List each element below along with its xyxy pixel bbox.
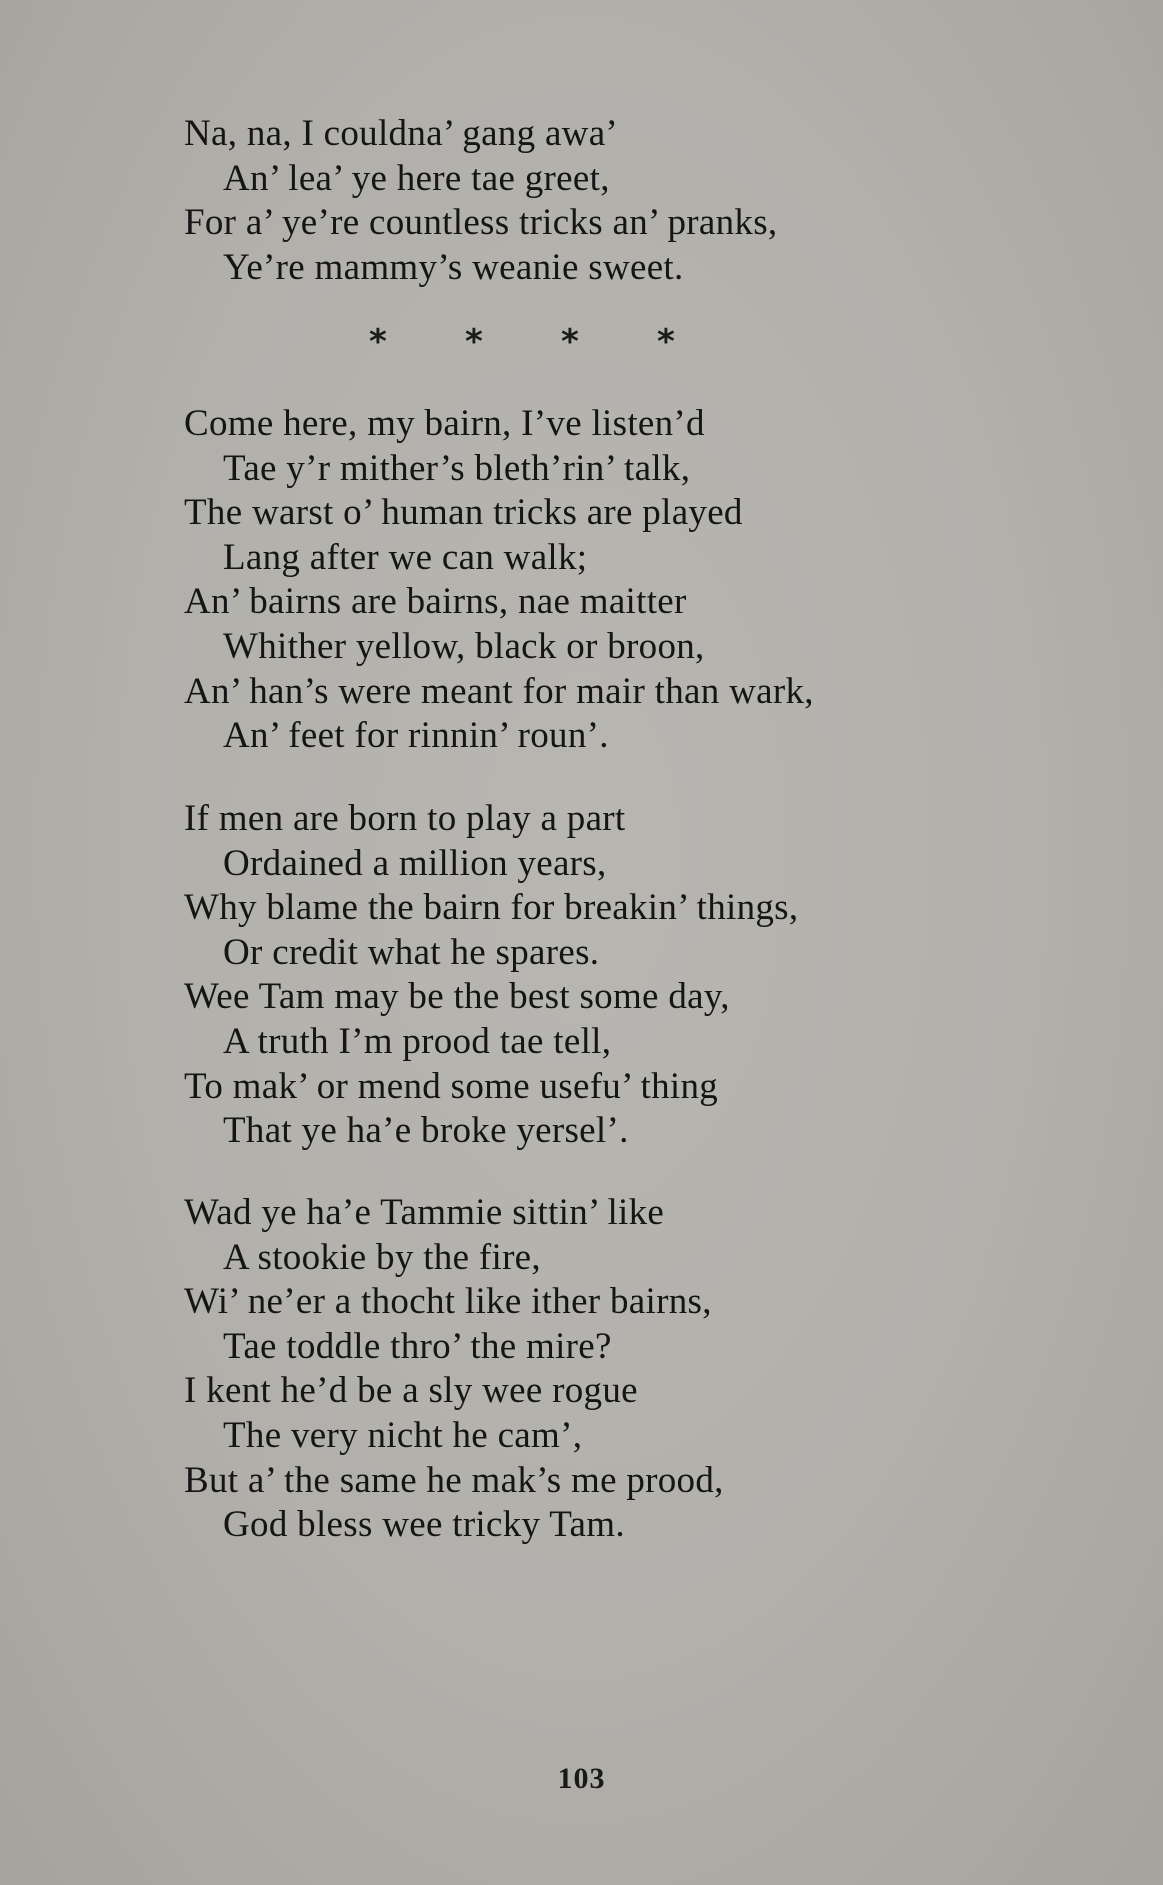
- poem-line: Tae y’r mither’s bleth’rin’ talk,: [223, 447, 691, 489]
- poem-line: Whither yellow, black or broon,: [223, 625, 705, 667]
- poem-line: If men are born to play a part: [184, 798, 626, 839]
- poem-line: The warst o’ human tricks are played: [184, 492, 743, 534]
- separator-asterisk: *: [465, 322, 483, 362]
- stanza-4: [184, 1191, 724, 1548]
- poem-line: Why blame the bairn for breakin’ things,: [184, 887, 799, 929]
- poem-line: The very nicht he cam’,: [223, 1414, 583, 1456]
- poem-line: But a’ the same he mak’s me prood,: [184, 1459, 724, 1501]
- poem-line: An’ bairns are bairns, nae maitter: [184, 581, 687, 623]
- poem-line: Come here, my bairn, I’ve listen’d: [184, 403, 705, 444]
- separator-asterisk: *: [369, 322, 387, 362]
- poem-line: Ye’re mammy’s weanie sweet.: [223, 246, 684, 288]
- separator-asterisk: *: [657, 322, 675, 362]
- poem-line: Tae toddle thro’ the mire?: [223, 1325, 612, 1367]
- separator-asterisk: *: [561, 322, 579, 362]
- poem-line: A truth I’m prood tae tell,: [223, 1020, 612, 1062]
- section-separator: [0, 322, 1163, 362]
- stanza-2: [184, 402, 814, 759]
- poem-line: A stookie by the fire,: [223, 1236, 541, 1278]
- poem-line: Na, na, I couldna’ gang awa’: [184, 113, 619, 154]
- poem-line: That ye ha’e broke yersel’.: [223, 1110, 629, 1152]
- poem-line: Lang after we can walk;: [223, 536, 588, 578]
- poem-line: To mak’ or mend some usefu’ thing: [184, 1065, 719, 1107]
- poem-line: An’ lea’ ye here tae greet,: [223, 157, 610, 199]
- poem-line: Wee Tam may be the best some day,: [184, 976, 730, 1018]
- poem-line: God bless wee tricky Tam.: [223, 1504, 625, 1546]
- poem-line: An’ han’s were meant for mair than wark,: [184, 670, 814, 712]
- poem-line: An’ feet for rinnin’ roun’.: [223, 715, 609, 757]
- poem-line: For a’ ye’re countless tricks an’ pranks,: [184, 202, 778, 244]
- poem-line: Wi’ ne’er a thocht like ither bairns,: [184, 1281, 712, 1323]
- stanza-3: [184, 797, 798, 1154]
- stanza-1: [184, 112, 777, 290]
- poem-line: Ordained a million years,: [223, 842, 607, 884]
- poem-line: Wad ye ha’e Tammie sittin’ like: [184, 1192, 665, 1233]
- poem-line: I kent he’d be a sly wee rogue: [184, 1370, 638, 1412]
- page-number: 103: [557, 1762, 606, 1795]
- poem-line: Or credit what he spares.: [223, 931, 600, 973]
